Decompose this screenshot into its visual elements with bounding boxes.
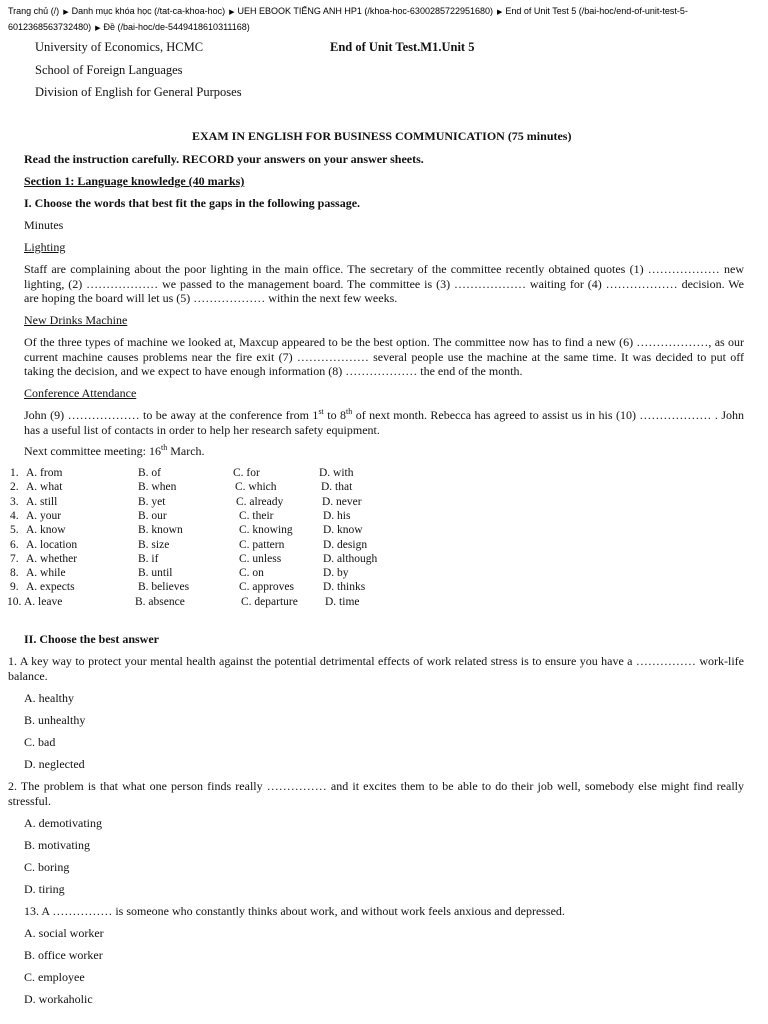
- option-row-number: 6.: [10, 538, 19, 551]
- q12-option-b[interactable]: B. motivating: [24, 838, 90, 852]
- section-heading: Section 1: Language knowledge (40 marks): [24, 174, 245, 188]
- breadcrumb-unit-test[interactable]: End of Unit Test 5 (/bai-hoc/end-of-unit-test-5-6012368563732480): [8, 6, 688, 32]
- option-5-b[interactable]: B. known: [138, 524, 183, 537]
- university-name: University of Economics, HCMC: [35, 40, 204, 54]
- option-2-a[interactable]: A. what: [26, 481, 63, 494]
- option-10-c[interactable]: C. departure: [241, 595, 298, 608]
- breadcrumb-current[interactable]: Đề (/bai-hoc/de-5449418610311168): [103, 22, 250, 32]
- option-10-d[interactable]: D. time: [325, 595, 360, 608]
- drinks-heading: New Drinks Machine: [24, 313, 128, 327]
- breadcrumb-home[interactable]: Trang chủ (/): [8, 6, 60, 16]
- option-row-number: 2.: [10, 481, 19, 494]
- option-3-b[interactable]: B. yet: [138, 495, 166, 508]
- option-row-number: 7.: [10, 552, 19, 565]
- option-10-b[interactable]: B. absence: [135, 595, 185, 608]
- q11-option-c[interactable]: C. bad: [24, 735, 56, 749]
- next-meeting: Next committee meeting: 16th March.: [24, 443, 205, 458]
- q12-option-d[interactable]: D. tiring: [24, 882, 65, 896]
- option-7-d[interactable]: D. although: [323, 552, 378, 565]
- chevron-right-icon: ▶: [497, 9, 503, 16]
- option-9-d[interactable]: D. thinks: [323, 581, 366, 594]
- option-7-a[interactable]: A. whether: [26, 552, 78, 565]
- option-8-b[interactable]: B. until: [138, 567, 173, 580]
- option-6-b[interactable]: B. size: [138, 538, 170, 551]
- option-8-c[interactable]: C. on: [239, 567, 264, 580]
- option-row-number: 3.: [10, 495, 19, 508]
- option-row-number: 10.: [7, 595, 22, 608]
- test-title: End of Unit Test.M1.Unit 5: [330, 40, 475, 54]
- lighting-paragraph: Staff are complaining about the poor lighting in the main office. The secretary of the committee recently obtained quotes (1) ……………… new lighting, (2) ……………… we passed to the management board. The committee is (3) ……………… waiting for (4) ……………… decision. We are hoping the board will let us (5) ……………… within the next few weeks.: [24, 262, 744, 305]
- part2-heading: II. Choose the best answer: [24, 632, 159, 646]
- option-4-c[interactable]: C. their: [239, 509, 274, 522]
- option-7-c[interactable]: C. unless: [239, 552, 282, 565]
- option-3-a[interactable]: A. still: [26, 495, 58, 508]
- exam-title: EXAM IN ENGLISH FOR BUSINESS COMMUNICATION (75 minutes): [192, 129, 572, 143]
- option-3-c[interactable]: C. already: [236, 495, 284, 508]
- q13-option-a[interactable]: A. social worker: [24, 926, 104, 940]
- chevron-right-icon: ▶: [229, 9, 235, 16]
- option-1-a[interactable]: A. from: [26, 467, 63, 479]
- chevron-right-icon: ▶: [63, 9, 69, 16]
- conference-paragraph: John (9) ……………… to be away at the conference from 1st to 8th of next month. Rebecca has agreed to assist us in his (10) ……………… . John has a useful list of contacts in order to help her research safety equipment.: [24, 407, 744, 437]
- option-6-c[interactable]: C. pattern: [239, 538, 285, 551]
- option-row-number: 1.: [10, 467, 19, 479]
- option-2-b[interactable]: B. when: [138, 481, 177, 494]
- chevron-right-icon: ▶: [95, 25, 101, 32]
- option-3-d[interactable]: D. never: [322, 495, 362, 508]
- breadcrumb-ebook[interactable]: UEH EBOOK TIẾNG ANH HP1 (/khoa-hoc-6300285722951680): [237, 6, 494, 16]
- q13-option-c[interactable]: C. employee: [24, 970, 85, 984]
- question-13: 13. A …………… is someone who constantly thinks about work, and without work feels anxious and depressed.: [24, 904, 565, 918]
- question-12: 2. The problem is that what one person finds really …………… and it excites them to be able to do their job well, somebody else might find really stressful.: [8, 779, 744, 808]
- q13-option-b[interactable]: B. office worker: [24, 948, 103, 962]
- option-2-c[interactable]: C. which: [235, 481, 277, 494]
- option-4-d[interactable]: D. his: [323, 509, 351, 522]
- option-10-a[interactable]: A. leave: [24, 595, 63, 608]
- option-8-d[interactable]: D. by: [323, 567, 349, 580]
- option-8-a[interactable]: A. while: [26, 567, 66, 580]
- conference-heading: Conference Attendance: [24, 386, 137, 400]
- school-name: School of Foreign Languages: [35, 63, 183, 77]
- q11-option-b[interactable]: B. unhealthy: [24, 713, 86, 727]
- option-4-b[interactable]: B. our: [138, 509, 167, 522]
- option-5-d[interactable]: D. know: [323, 524, 363, 537]
- option-2-d[interactable]: D. that: [321, 481, 353, 494]
- q12-option-c[interactable]: C. boring: [24, 860, 70, 874]
- option-9-a[interactable]: A. expects: [26, 581, 75, 594]
- minutes-label: Minutes: [24, 218, 64, 232]
- option-4-a[interactable]: A. your: [26, 509, 62, 522]
- option-row-number: 8.: [10, 567, 19, 580]
- q13-option-d[interactable]: D. workaholic: [24, 992, 93, 1006]
- instruction: Read the instruction carefully. RECORD your answers on your answer sheets.: [24, 152, 424, 166]
- lighting-heading: Lighting: [24, 240, 66, 254]
- q11-option-d[interactable]: D. neglected: [24, 757, 85, 771]
- option-1-b[interactable]: B. of: [138, 467, 161, 479]
- part1-heading: I. Choose the words that best fit the gaps in the following passage.: [24, 196, 361, 210]
- option-9-c[interactable]: C. approves: [239, 581, 294, 594]
- q11-option-a[interactable]: A. healthy: [24, 691, 74, 705]
- option-row-number: 4.: [10, 509, 19, 522]
- option-1-d[interactable]: D. with: [319, 467, 354, 479]
- option-6-d[interactable]: D. design: [323, 538, 368, 551]
- option-1-c[interactable]: C. for: [233, 467, 260, 479]
- question-11: 1. A key way to protect your mental health against the potential detrimental effects of work related stress is to ensure you have a …………… work-life balance.: [8, 654, 744, 683]
- option-7-b[interactable]: B. if: [138, 552, 159, 565]
- q12-option-a[interactable]: A. demotivating: [24, 816, 102, 830]
- drinks-paragraph: Of the three types of machine we looked at, Maxcup appeared to be the best option. The committee now has to find a new (6) ………………, as our current machine causes problems near the fire exit (7) ……………… several people use the machine at the same time. It was decided to put off taking the decision, and we expect to have enough information (8) ……………… the end of the month.: [24, 335, 744, 378]
- division-name: Division of English for General Purposes: [35, 85, 242, 99]
- option-row-number: 9.: [10, 581, 19, 594]
- breadcrumb: [8, 4, 760, 36]
- option-5-c[interactable]: C. knowing: [239, 524, 293, 537]
- option-row-number: 5.: [10, 524, 19, 537]
- breadcrumb-courses[interactable]: Danh mục khóa học (/tat-ca-khoa-hoc): [71, 6, 226, 16]
- option-6-a[interactable]: A. location: [26, 538, 78, 551]
- option-5-a[interactable]: A. know: [26, 524, 66, 537]
- option-9-b[interactable]: B. believes: [138, 581, 190, 594]
